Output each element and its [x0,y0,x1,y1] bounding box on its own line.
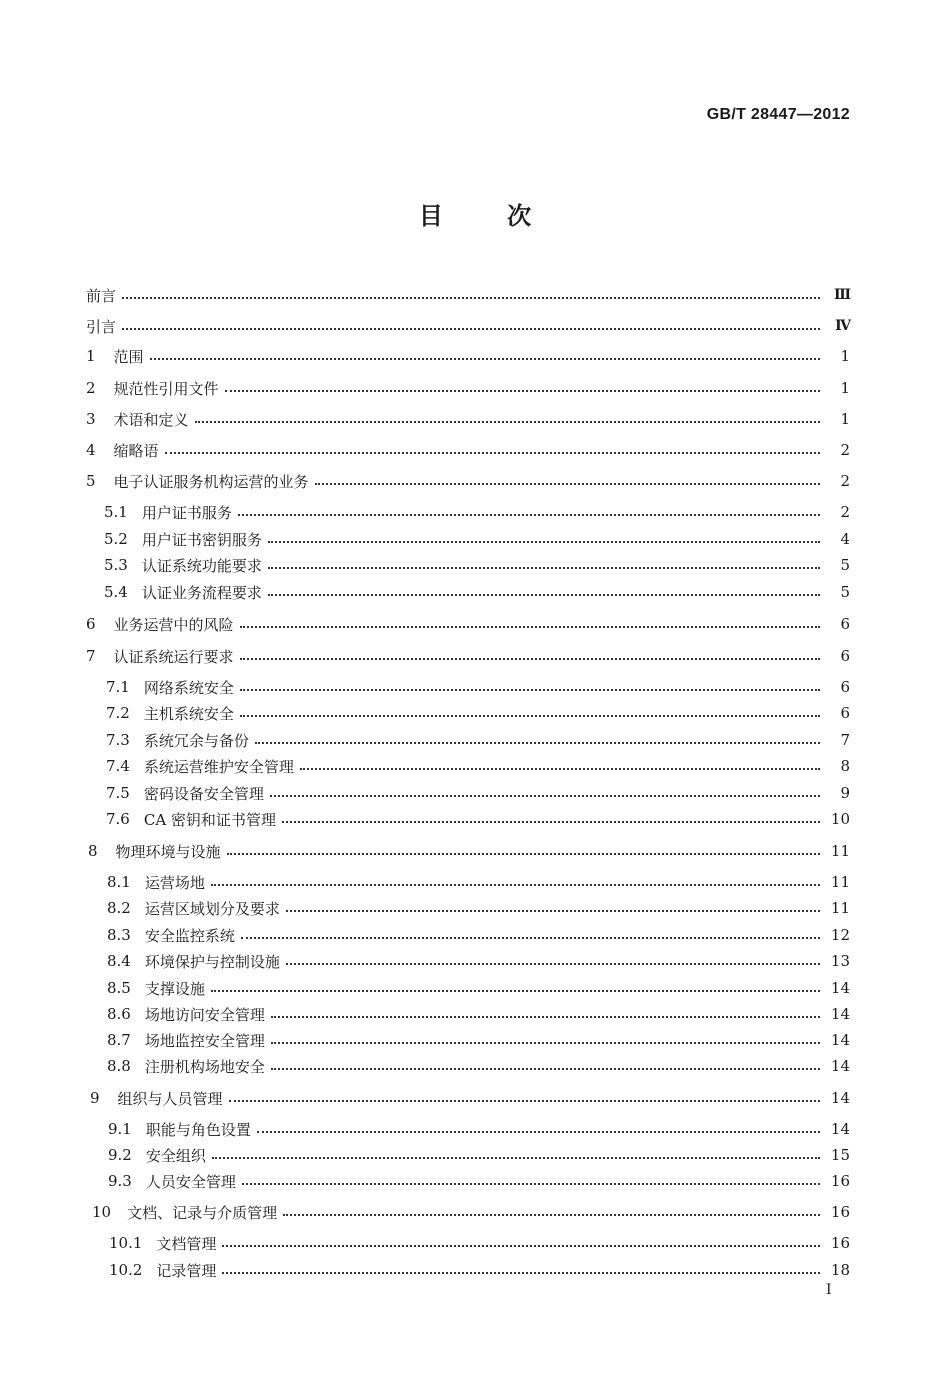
toc-entry-number: 7.1 [106,678,130,696]
toc-subentry[interactable] [0,1118,950,1140]
toc-entry-number: 9 [90,1089,100,1107]
toc-entry-number: 10.1 [109,1234,143,1252]
toc-subentry[interactable] [0,808,950,830]
toc-entry-label: 认证系统运行要求 [113,647,234,666]
title-char-2: 次 [507,202,532,230]
toc-entry-page: 6 [840,704,850,722]
toc-subentry[interactable] [0,977,950,999]
leader-dots [255,742,820,744]
toc-entry-number: 6 [86,615,96,633]
toc-entry-number: 8.3 [107,926,131,944]
leader-dots [270,795,820,797]
toc-entry-label: 记录管理 [156,1261,217,1280]
toc-entry-number: 9.2 [108,1146,132,1164]
toc-entry-label: 职能与角色设置 [145,1120,251,1139]
toc-entry-page: 6 [840,615,850,633]
leader-dots [240,626,820,628]
leader-dots [257,1131,820,1133]
toc-entry-label: 电子认证服务机构运营的业务 [113,472,309,491]
toc-entry-page: 16 [830,1172,850,1190]
toc-entry-number: 4 [86,441,96,459]
toc-entry-label: 物理环境与设施 [115,842,221,861]
toc-entry-label: 文档管理 [156,1234,217,1253]
leader-dots [283,1214,820,1216]
toc-entry[interactable] [0,284,950,306]
leader-dots [241,937,820,939]
toc-entry-page: 13 [830,952,850,970]
leader-dots [240,715,820,717]
toc-subentry[interactable] [0,501,950,523]
toc-entry-label: 用户证书服务 [141,503,232,522]
toc-entry-number: 7.5 [106,784,130,802]
toc-entry-number: 7.3 [106,731,130,749]
toc-entry-label: 术语和定义 [113,410,189,429]
toc-entry-page: 16 [830,1234,850,1252]
leader-dots [271,1042,820,1044]
leader-dots [212,1157,820,1159]
leader-dots [271,1068,820,1070]
toc-entry-page: 11 [830,842,850,860]
toc-entry-number: 10 [92,1203,112,1221]
toc-entry-label: 安全监控系统 [144,926,235,945]
leader-dots [268,567,820,569]
toc-entry-number: 5.4 [104,583,128,601]
toc-entry[interactable] [0,377,950,399]
toc-entry-label: 缩略语 [113,441,159,460]
toc-subentry[interactable] [0,729,950,751]
toc-subentry[interactable] [0,871,950,893]
toc-subentry[interactable] [0,528,950,550]
title-char-1: 目 [418,202,443,230]
toc-entry-label: 安全组织 [145,1146,206,1165]
toc-subentry[interactable] [0,897,950,919]
toc-entry-page: 2 [840,503,850,521]
toc-entry-label: 文档、记录与介质管理 [127,1203,278,1222]
toc-entry-page: 8 [840,757,850,775]
toc-entry[interactable] [0,439,950,461]
leader-dots [271,1016,820,1018]
toc-entry-number: 9.1 [108,1120,132,1138]
toc-entry-label: 认证系统功能要求 [141,556,262,575]
toc-entry[interactable] [0,1201,950,1223]
toc-entry[interactable] [0,613,950,635]
standard-code: GB/T 28447—2012 [706,106,850,123]
toc-entry-number: 7.6 [106,810,130,828]
toc-entry-label: 主机系统安全 [143,704,234,723]
page-number: I [826,1282,832,1298]
toc-entry-number: 8.4 [107,952,131,970]
toc-entry-number: 5.1 [104,503,128,521]
leader-dots [122,297,820,299]
toc-entry-label: 环境保护与控制设施 [144,952,280,971]
toc-entry-page: Ⅳ [835,318,850,334]
toc-entry-page: 2 [840,472,850,490]
toc-entry-number: 5 [86,472,96,490]
leader-dots [165,452,820,454]
toc-entry-page: 12 [830,926,850,944]
toc-entry-number: 9.3 [108,1172,132,1190]
leader-dots [268,594,820,596]
leader-dots [240,658,820,660]
toc-entry-number: 10.2 [109,1261,143,1279]
toc-entry-label: 系统冗余与备份 [143,731,249,750]
toc-entry-number: 7.4 [106,757,130,775]
toc-entry-number: 2 [86,379,96,397]
toc-subentry[interactable] [0,554,950,576]
toc-subentry[interactable] [0,1170,950,1192]
leader-dots [315,483,820,485]
toc-entry-label: 规范性引用文件 [113,379,219,398]
toc-entry-page: 18 [830,1261,850,1279]
leader-dots [211,990,820,992]
toc-entry-label: 运营场地 [144,873,205,892]
toc-subentry[interactable] [0,1144,950,1166]
leader-dots [225,390,820,392]
toc-entry-page: 6 [840,678,850,696]
leader-dots [229,1100,820,1102]
toc-subentry[interactable] [0,924,950,946]
toc-entry[interactable] [0,1087,950,1109]
toc-entry-page: 1 [840,379,850,397]
toc-entry-number: 8.2 [107,899,131,917]
toc-entry-label: 系统运营维护安全管理 [143,757,294,776]
toc-entry-label: 运营区域划分及要求 [144,899,280,918]
toc-entry-page: 6 [840,647,850,665]
toc-entry-page: 10 [830,810,850,828]
toc-entry[interactable] [0,408,950,430]
toc-entry-number: 8.6 [107,1005,131,1023]
toc-entry-number: 8.7 [107,1031,131,1049]
toc-entry[interactable] [0,645,950,667]
toc-entry-page: 14 [830,1089,850,1107]
leader-dots [122,328,820,330]
toc-entry-page: 11 [830,873,850,891]
toc-entry-page: 2 [840,441,850,459]
toc-entry-label: 场地监控安全管理 [144,1031,265,1050]
toc-entry-label: 支撑设施 [144,979,205,998]
toc-subentry[interactable] [0,1003,950,1025]
toc-entry-page: 1 [840,347,850,365]
toc-entry-label: 人员安全管理 [145,1172,236,1191]
toc-entry-number: 7 [86,647,96,665]
toc-subentry[interactable] [0,676,950,698]
toc-subentry[interactable] [0,782,950,804]
toc-entry-page: 5 [840,556,850,574]
toc-entry-page: 14 [830,979,850,997]
toc-entry-page: 11 [830,899,850,917]
toc-entry-page: 1 [840,410,850,428]
toc-entry-page: 4 [840,530,850,548]
toc-entry-label: 范围 [113,347,144,366]
toc-subentry[interactable] [0,1232,950,1254]
toc-entry-page: 16 [830,1203,850,1221]
toc-entry-number: 5.3 [104,556,128,574]
toc-entry[interactable] [0,470,950,492]
toc-entry-label: 业务运营中的风险 [113,615,234,634]
toc-entry-number: 8 [88,842,98,860]
toc-entry-number: 7.2 [106,704,130,722]
leader-dots [286,963,820,965]
toc-subentry[interactable] [0,950,950,972]
toc-entry-number: 8.8 [107,1057,131,1075]
toc-subentry[interactable] [0,1259,950,1281]
toc-entry-page: 14 [830,1057,850,1075]
toc-entry-number: 8.5 [107,979,131,997]
toc-entry-label: 认证业务流程要求 [141,583,262,602]
toc-subentry[interactable] [0,581,950,603]
toc-subentry[interactable] [0,1055,950,1077]
toc-entry-number: 3 [86,410,96,428]
leader-dots [300,768,820,770]
toc-subentry[interactable] [0,755,950,777]
toc-entry-number: 8.1 [107,873,131,891]
toc-entry[interactable] [0,315,950,337]
leader-dots [242,1183,820,1185]
leader-dots [211,884,820,886]
toc-entry-label: CA 密钥和证书管理 [143,810,276,829]
toc-entry[interactable] [0,840,950,862]
toc-entry-label: 前言 [86,286,117,305]
toc-entry-label: 密码设备安全管理 [143,784,264,803]
toc-entry-number: 1 [86,347,96,365]
leader-dots [240,689,820,691]
toc-entry-page: 15 [830,1146,850,1164]
toc-entry-label: 网络系统安全 [143,678,234,697]
toc-entry-label: 用户证书密钥服务 [141,530,262,549]
leader-dots [222,1245,820,1247]
toc-entry-page: 14 [830,1031,850,1049]
toc-entry-label: 场地访问安全管理 [144,1005,265,1024]
toc-entry[interactable] [0,345,950,367]
toc-entry-label: 组织与人员管理 [117,1089,223,1108]
leader-dots [150,358,820,360]
leader-dots [195,421,820,423]
toc-entry-page: 9 [840,784,850,802]
leader-dots [282,821,820,823]
toc-entry-page: Ⅲ [833,287,850,303]
toc-subentry[interactable] [0,1029,950,1051]
toc-subentry[interactable] [0,702,950,724]
leader-dots [222,1272,820,1274]
leader-dots [286,910,820,912]
toc-entry-number: 5.2 [104,530,128,548]
leader-dots [238,514,820,516]
toc-entry-page: 14 [830,1005,850,1023]
toc-entry-page: 14 [830,1120,850,1138]
leader-dots [268,541,820,543]
toc-entry-page: 7 [840,731,850,749]
toc-entry-page: 5 [840,583,850,601]
toc-entry-label: 引言 [86,317,117,336]
leader-dots [227,853,820,855]
toc-entry-label: 注册机构场地安全 [144,1057,265,1076]
